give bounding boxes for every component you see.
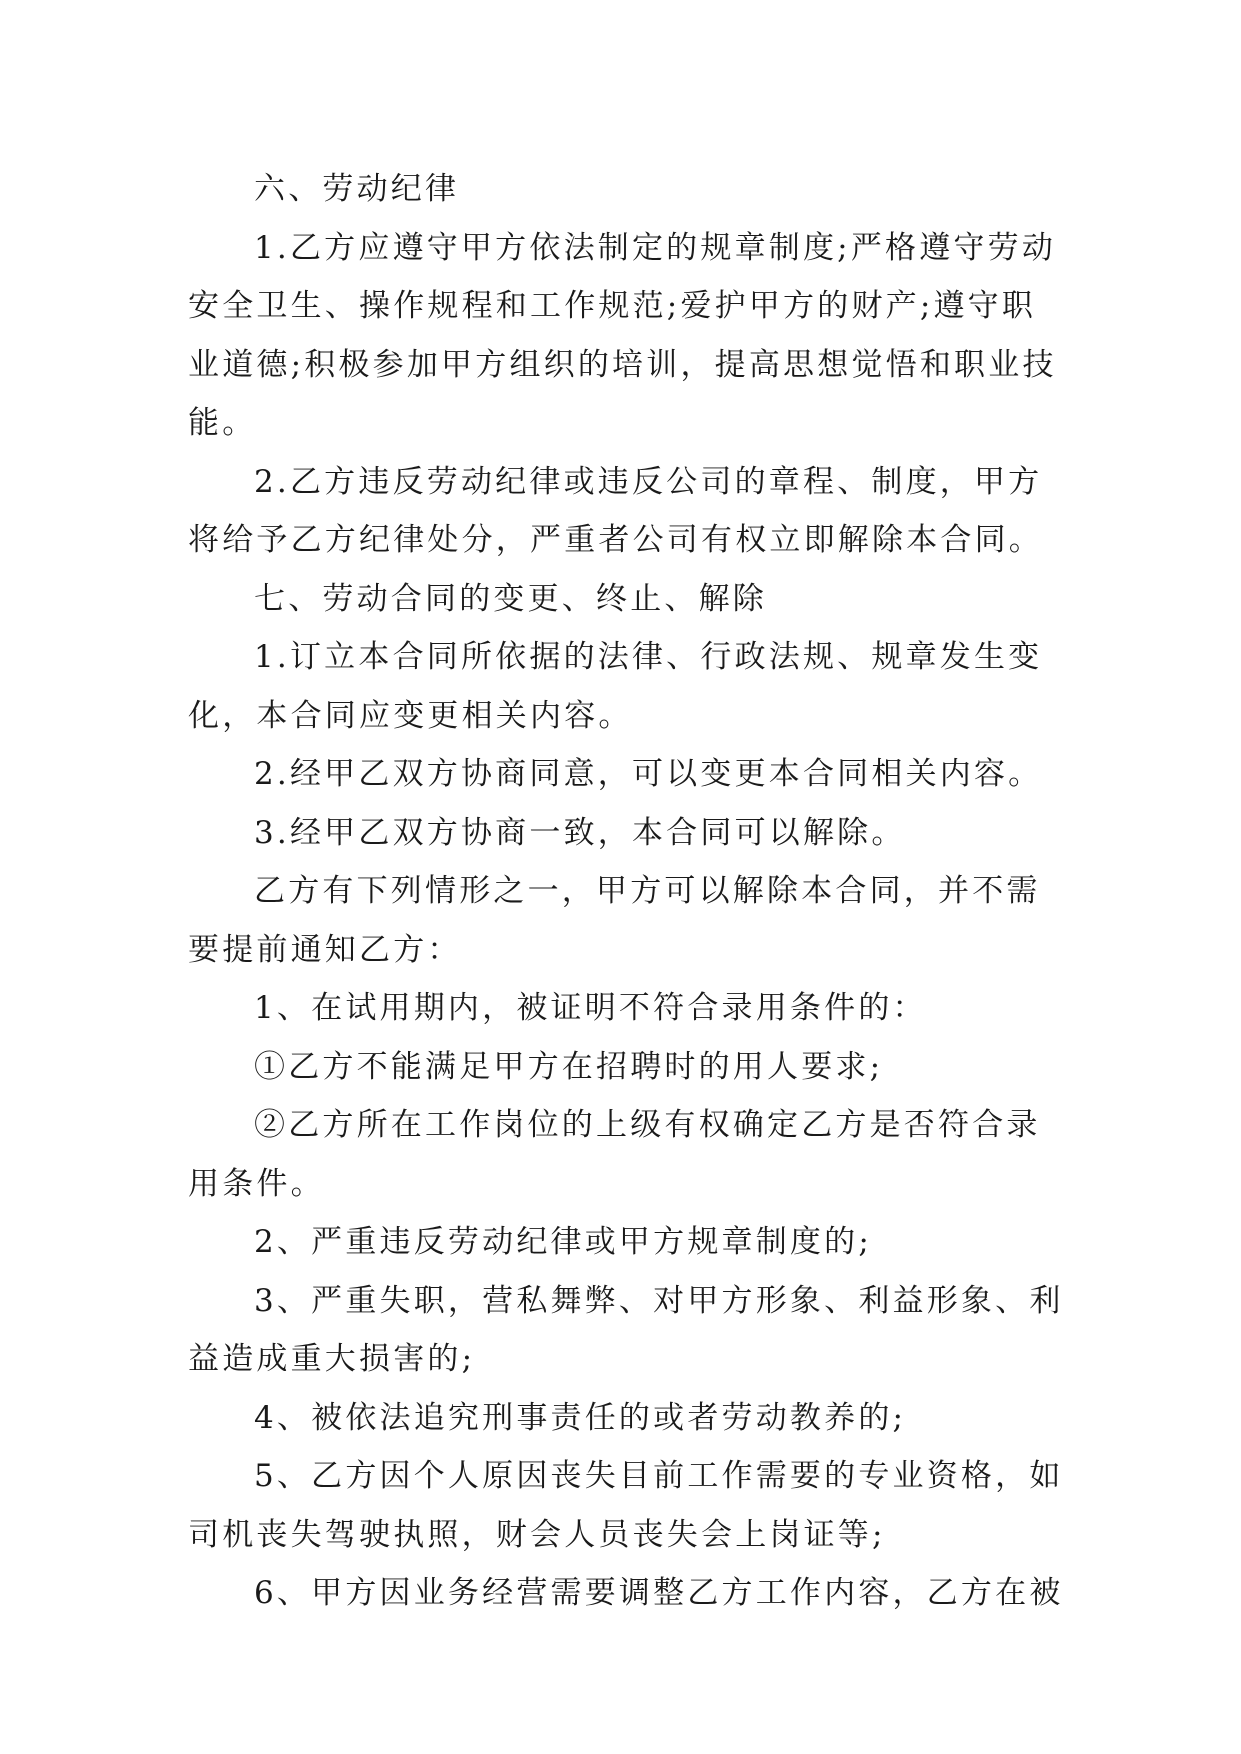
- section-heading-contract-changes: 七、劳动合同的变更、终止、解除: [254, 580, 767, 617]
- paragraph: 乙方有下列情形之一，甲方可以解除本合同，并不需要提前通知乙方：: [188, 873, 1041, 968]
- list-item: 4、被依法追究刑事责任的或者劳动教养的;: [254, 1399, 907, 1436]
- list-item: ②乙方所在工作岗位的上级有权确定乙方是否符合录用条件。: [188, 1107, 1041, 1202]
- paragraph: 2.乙方违反劳动纪律或违反公司的章程、制度，甲方将给予乙方纪律处分，严重者公司有权立即解除本合同。: [188, 463, 1043, 558]
- paragraph: 1.乙方应遵守甲方依法制定的规章制度;严格遵守劳动安全卫生、操作规程和工作规范;爱护甲方的财产;遵守职业道德;积极参加甲方组织的培训，提高思想觉悟和职业技能。: [188, 229, 1057, 441]
- section-heading-labor-discipline: 六、劳动纪律: [254, 171, 460, 207]
- paragraph: 3.经甲乙双方协商一致，本合同可以解除。: [254, 814, 906, 851]
- list-item: 5、乙方因个人原因丧失目前工作需要的专业资格，如司机丧失驾驶执照，财会人员丧失会上岗证等;: [188, 1458, 1064, 1553]
- list-item: 6、甲方因业务经营需要调整乙方工作内容，乙方在被: [254, 1575, 1064, 1611]
- list-item: ①乙方不能满足甲方在招聘时的用人要求;: [254, 1048, 884, 1085]
- list-item: 3、严重失职，营私舞弊、对甲方形象、利益形象、利益造成重大损害的;: [188, 1282, 1064, 1377]
- list-item: 1、在试用期内，被证明不符合录用条件的：: [254, 990, 927, 1026]
- document-body: [188, 160, 1068, 1623]
- list-item: 2、严重违反劳动纪律或甲方规章制度的;: [254, 1224, 872, 1260]
- paragraph: 2.经甲乙双方协商同意，可以变更本合同相关内容。: [254, 756, 1043, 792]
- paragraph: 1.订立本合同所依据的法律、行政法规、规章发生变化，本合同应变更相关内容。: [188, 639, 1043, 734]
